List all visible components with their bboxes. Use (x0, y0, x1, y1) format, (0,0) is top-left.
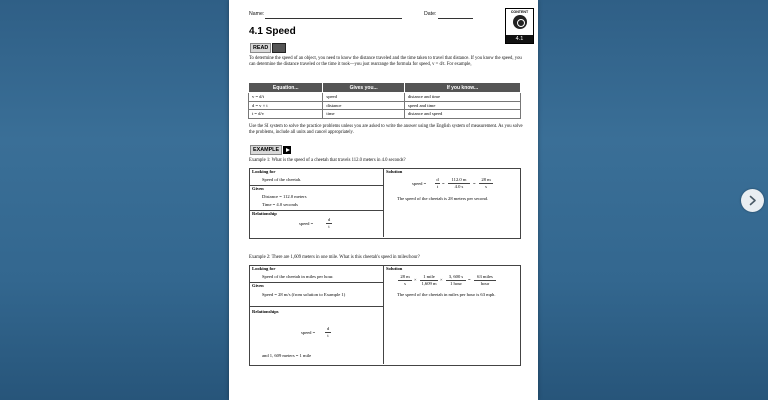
fraction-numerator: 112.0 m (451, 177, 467, 182)
looking-for-value: Speed of the cheetah in miles per hour. (262, 274, 334, 279)
next-page-button[interactable] (741, 189, 764, 212)
table-cell: v = d/t (249, 93, 323, 102)
fraction-denominator: s (404, 281, 406, 286)
page-title: 4.1 Speed (249, 26, 296, 37)
given-value: Distance = 112.0 meters (262, 194, 307, 199)
fraction-denominator: 1 hour (450, 281, 462, 286)
divider (249, 282, 383, 283)
fraction-numerator: d (327, 217, 331, 222)
divider (249, 185, 383, 186)
example-tag (250, 145, 291, 155)
content-badge (505, 8, 534, 44)
equals-sign: = (442, 181, 445, 186)
table-cell: speed and time (404, 101, 520, 110)
badge-number: 4.1 (506, 35, 533, 43)
divider (383, 168, 384, 237)
looking-for-heading: Looking for (252, 266, 276, 271)
intro-paragraph: To determine the speed of an object, you need to know the distance traveled and the time taken to travel that distance. If you know the speed, you can determine the distance traveled or the time it took—you just rearrange the formula for speed, v = d/t. For example, (249, 56, 522, 68)
times-sign: × (414, 277, 417, 282)
equals-sign: = (468, 277, 471, 282)
looking-for-value: Speed of the cheetah. (262, 177, 302, 182)
relationship-formula: speed = (299, 221, 314, 226)
date-line (438, 18, 473, 19)
fraction-denominator: 4.0 s (454, 184, 464, 189)
relationships-heading: Relationships (252, 309, 279, 314)
given-heading: Given (252, 186, 264, 191)
table-cell: t = d/v (249, 110, 323, 119)
fraction-denominator: t (328, 224, 330, 229)
fraction-denominator: s (485, 184, 487, 189)
spiral-icon (513, 15, 527, 29)
table-row (249, 101, 521, 110)
fraction-numerator: 28 m (400, 274, 410, 279)
given-heading: Given (252, 283, 264, 288)
name-label: Name: (249, 11, 265, 17)
solution-answer: The speed of the cheetah is 28 meters per second. (397, 196, 489, 201)
solution-formula: speed = (412, 181, 427, 186)
date-label: Date: (424, 11, 437, 17)
instructions-paragraph: Use the SI system to solve the practice problems unless you are asked to write the answer using the English system of measurement. As you solve the problems, include all units and cancel appropriately. (249, 124, 523, 136)
table-header: Equation... (249, 83, 323, 93)
table-cell: distance and time (404, 93, 520, 102)
example1-question: Example 1: What is the speed of a cheetah that travels 112.0 meters in 4.0 seconds? (249, 158, 406, 163)
table-cell: time (323, 110, 404, 119)
relationship-formula: speed = (301, 330, 316, 335)
fraction-denominator: hour (480, 281, 490, 286)
fraction-numerator: d (326, 326, 330, 331)
table-cell: distance (323, 101, 404, 110)
fraction-numerator: 28 m (481, 177, 491, 182)
equation-table (248, 82, 521, 119)
fraction-numerator: 3, 600 s (448, 274, 464, 279)
table-header: Gives you... (323, 83, 404, 93)
table-cell: speed (323, 93, 404, 102)
divider (249, 306, 383, 307)
fraction-denominator: 1,609 m (421, 281, 437, 286)
given-value: Speed = 28 m/s (from solution to Example 1) (262, 292, 346, 297)
fraction-denominator: t (327, 333, 329, 338)
table-cell: distance and speed (404, 110, 520, 119)
solution-heading: Solution (386, 266, 403, 271)
divider (383, 265, 384, 364)
fraction-denominator: t (436, 184, 439, 189)
example-label: EXAMPLE (250, 145, 282, 155)
fraction-numerator: 1 mile (423, 274, 435, 279)
play-icon (283, 146, 291, 154)
given-value: Time = 4.0 seconds (262, 202, 298, 207)
solution-answer: The speed of the cheetah in miles per hour is 63 mph. (397, 292, 496, 297)
chevron-right-icon (747, 195, 758, 206)
read-label: READ (250, 43, 271, 53)
document-page (229, 0, 538, 400)
conversion-note: and 1, 609 meters = 1 mile (262, 353, 312, 358)
fraction-numerator: 63 miles (477, 274, 493, 279)
fraction-numerator: d (436, 177, 439, 182)
table-header-row (249, 83, 521, 93)
table-row (249, 93, 521, 102)
badge-label: CONTENT (510, 10, 529, 14)
relationship-heading: Relationship (252, 211, 277, 216)
book-icon (272, 43, 286, 53)
name-line (265, 18, 402, 19)
times-sign: × (440, 277, 443, 282)
table-row (249, 110, 521, 119)
looking-for-heading: Looking for (252, 169, 276, 174)
solution-heading: Solution (386, 169, 403, 174)
equals-sign: = (473, 181, 476, 186)
example2-question: Example 2: There are 1,609 meters in one mile. What is this cheetah's speed in miles/hour? (249, 255, 420, 260)
table-cell: d = v × t (249, 101, 323, 110)
read-tag (250, 43, 286, 53)
table-header: If you know... (404, 83, 520, 93)
